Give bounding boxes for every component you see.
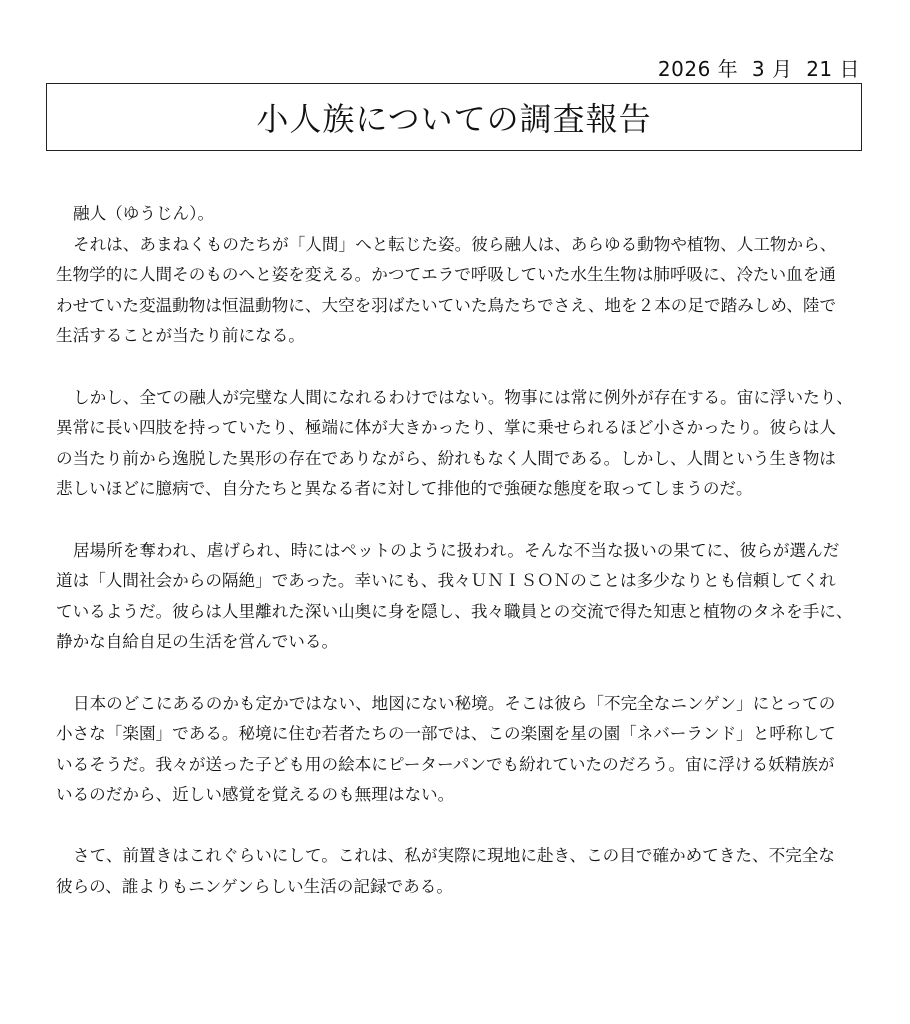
paragraph-1 — [56, 199, 862, 352]
report-date: 2026 年 3 月 21 日 — [657, 57, 860, 81]
report-body — [56, 199, 862, 933]
paragraph-2 — [56, 383, 862, 505]
text-line: さて、前置きはこれぐらいにして。これは、私が実際に現地に赴き、この目で確かめてきた、不完全な — [73, 846, 835, 866]
text-line: 異常に長い四肢を持っていたり、極端に体が大きかったり、掌に乗せられるほど小さかったり。彼らは人 — [56, 418, 836, 438]
paragraph-5 — [56, 841, 862, 902]
text-line: 生物学的に人間そのものへと姿を変える。かつてエラで呼吸していた水生生物は肺呼吸に、冷たい血を通 — [56, 265, 836, 285]
text-line: 融人（ゆうじん）。 — [73, 204, 215, 223]
text-line: 日本のどこにあるのかも定かではない、地図にない秘境。そこは彼ら「不完全なニンゲン」にとっての — [73, 693, 836, 713]
title-box — [46, 83, 862, 151]
text-line: それは、あまねくものたちが「人間」へと転じた姿。彼ら融人は、あらゆる動物や植物、人工物から、 — [73, 234, 837, 254]
text-line: 彼らの、誰よりもニンゲンらしい生活の記録である。 — [56, 877, 453, 897]
text-line: 静かな自給自足の生活を営んでいる。 — [56, 632, 339, 652]
text-line: 生活することが当たり前になる。 — [56, 326, 305, 346]
text-line: わせていた変温動物は恒温動物に、大空を羽ばたいていた鳥たちでさえ、地を２本の足で踏みしめ、陸で — [56, 295, 837, 315]
text-line: 道は「人間社会からの隔絶」であった。幸いにも、我々ＵＮＩＳＯＮのことは多少なりとも信頼してくれ — [56, 571, 836, 591]
text-line: 居場所を奪われ、虐げられ、時にはペットのように扱われ。そんな不当な扱いの果てに、彼らが選んだ — [73, 540, 840, 560]
text-line: 小さな「楽園」である。秘境に住む若者たちの一部では、この楽園を星の園「ネバーランド」と呼称して — [56, 724, 836, 744]
text-line: ているようだ。彼らは人里離れた深い山奥に身を隠し、我々職員との交流で得た知恵と植物のタネを手に、 — [56, 601, 853, 621]
text-line: 悲しいほどに臆病で、自分たちと異なる者に対して排他的で強硬な態度を取ってしまうのだ。 — [56, 479, 753, 499]
paragraph-3 — [56, 536, 862, 658]
text-line: いるのだから、近しい感覚を覚えるのも無理はない。 — [56, 785, 455, 805]
paragraph-4 — [56, 689, 862, 811]
text-line: の当たり前から逸脱した異形の存在でありながら、紛れもなく人間である。しかし、人間という生き物は — [56, 448, 836, 468]
report-title: 小人族についての調査報告 — [256, 100, 652, 138]
text-line: いるそうだ。我々が送った子ども用の絵本にピーターパンでも紛れていたのだろう。宙に浮ける妖精族が — [56, 754, 835, 774]
text-line: しかし、全ての融人が完璧な人間になれるわけではない。物事には常に例外が存在する。宙に浮いたり、 — [73, 387, 853, 407]
